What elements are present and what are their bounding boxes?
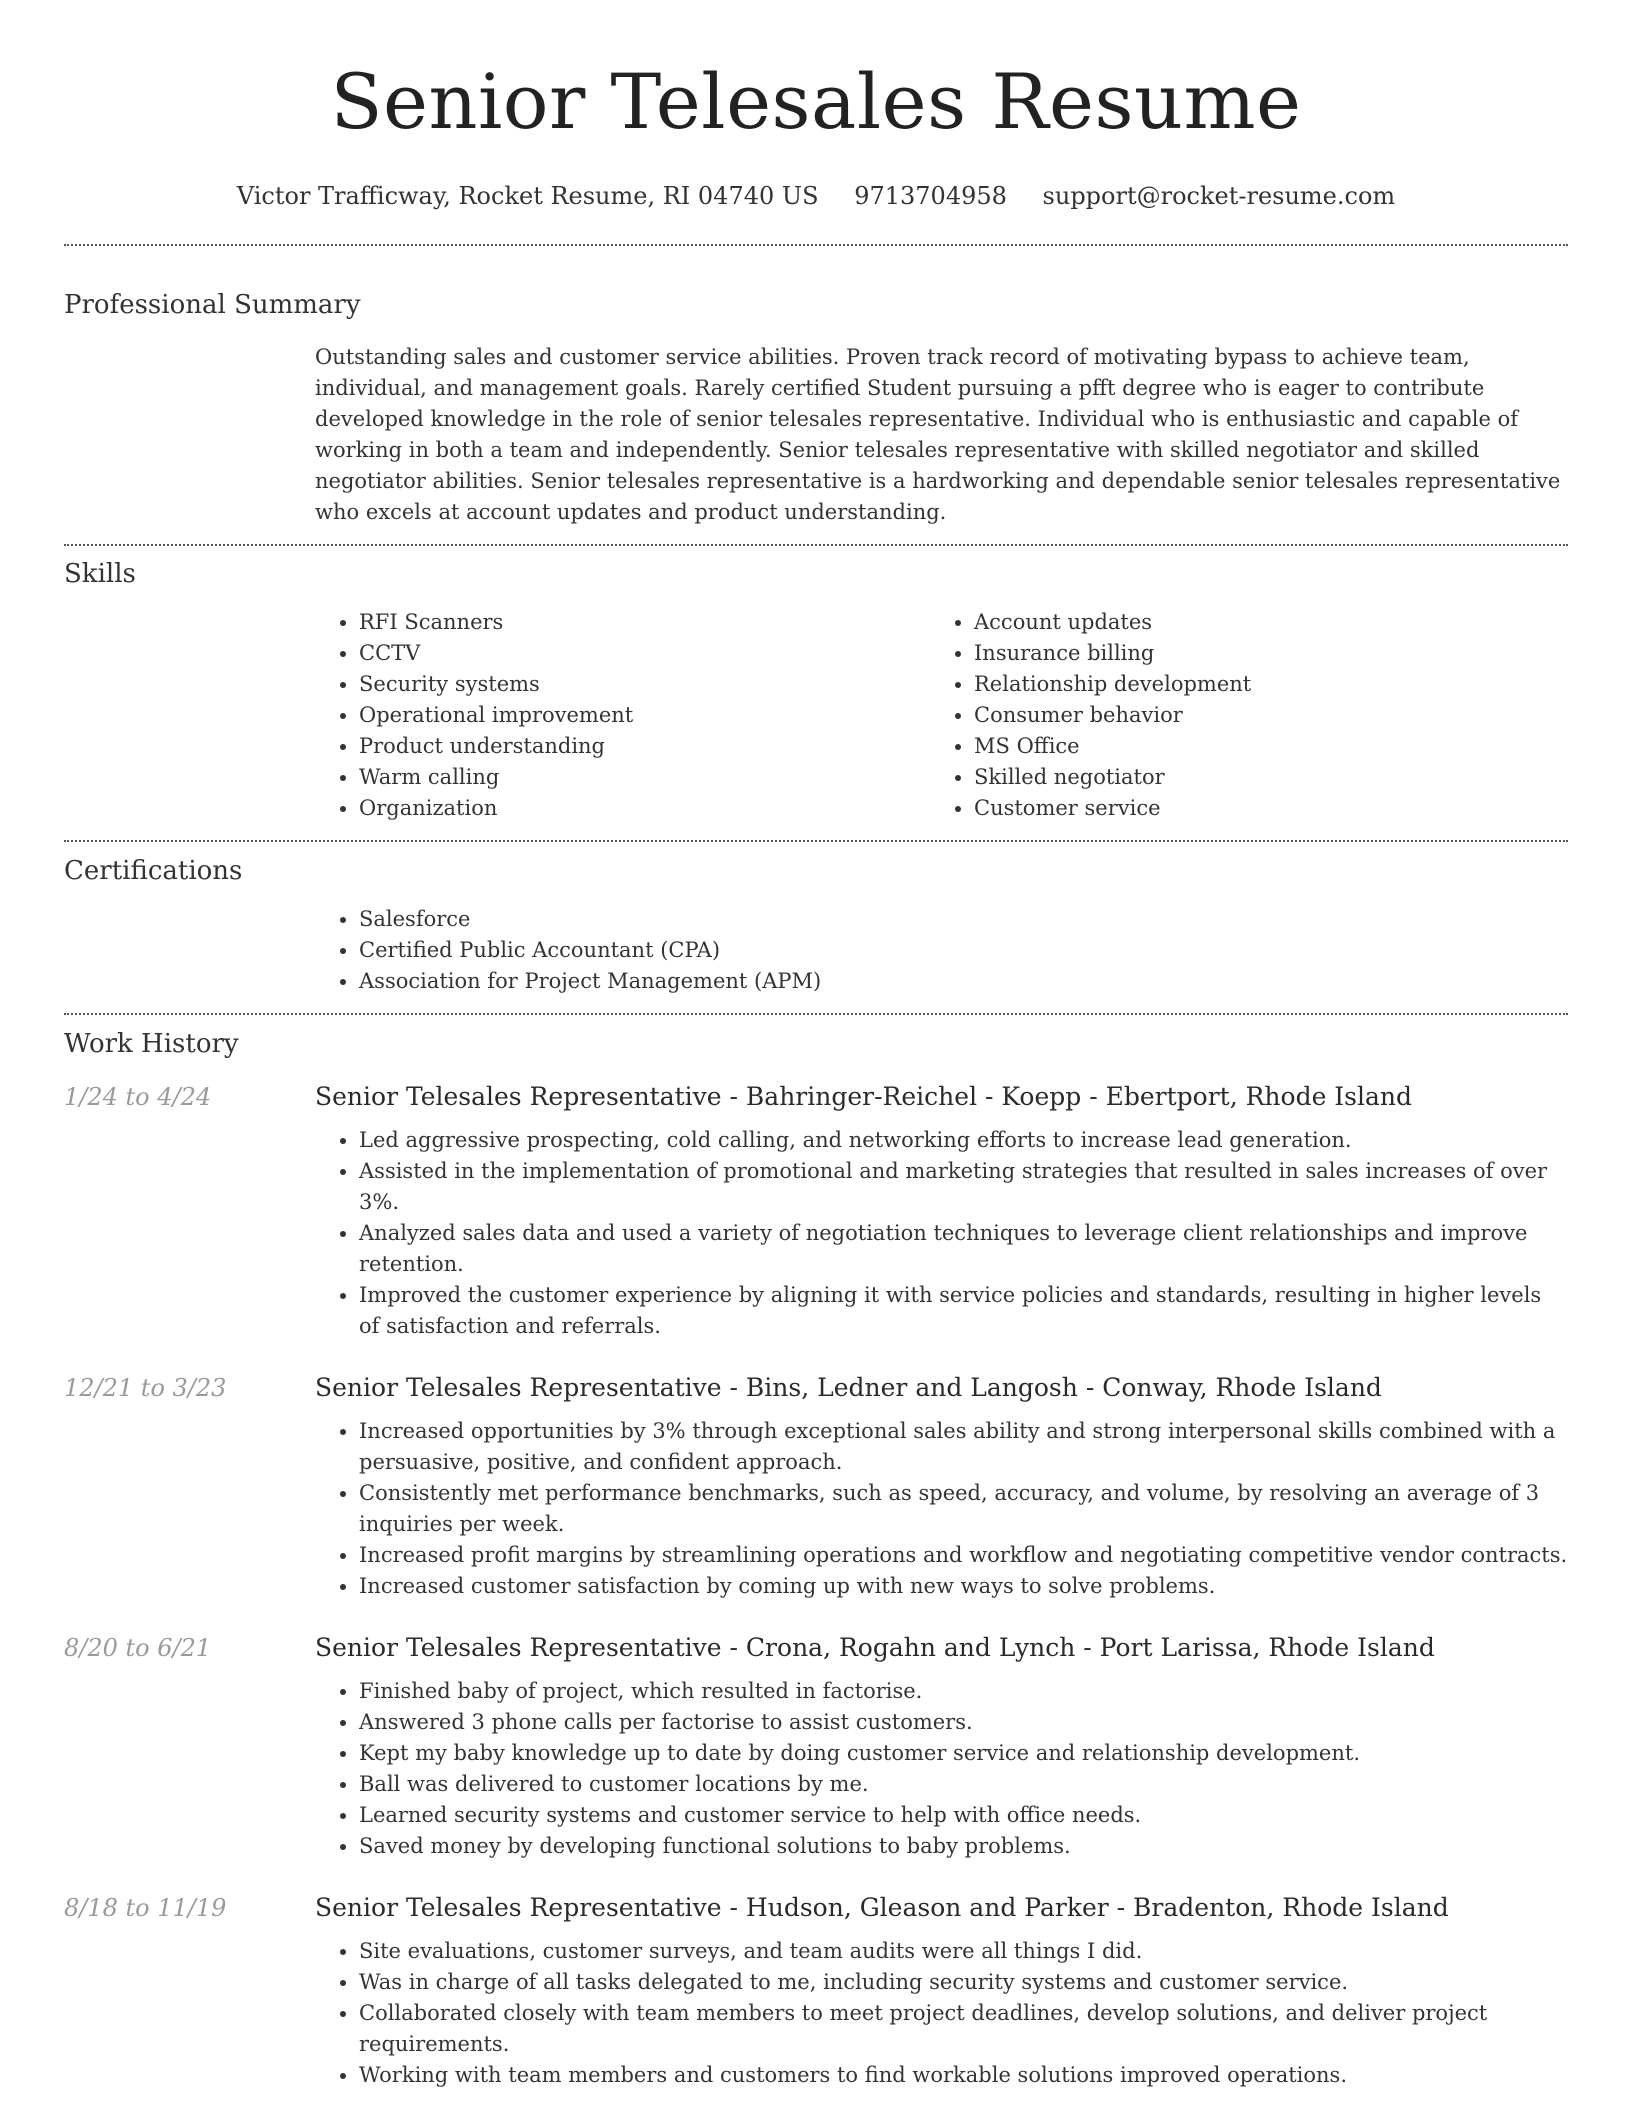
skill-item: • RFI Scanners <box>359 607 930 638</box>
skill-item: • Insurance billing <box>974 638 1545 669</box>
skills-column-right <box>930 607 1545 824</box>
skill-item: • MS Office <box>974 731 1545 762</box>
job-bullet: • Consistently met performance benchmarks, such as speed, accuracy, and volume, by resolving an average of 3 inquiries per week. <box>359 1478 1568 1540</box>
job-bullet: • Analyzed sales data and used a variety of negotiation techniques to leverage client relationships and improve retention. <box>359 1218 1568 1280</box>
section-divider <box>64 840 1568 842</box>
job-bullet: • Increased opportunities by 3% through exceptional sales ability and strong interpersonal skills combined with a persuasive, positive, and confident approach. <box>359 1416 1568 1478</box>
job-bullet: • Ball was delivered to customer locations by me. <box>359 1769 1568 1800</box>
certification-item: • Association for Project Management (APM) <box>359 966 1568 997</box>
certification-item: • Certified Public Accountant (CPA) <box>359 935 1568 966</box>
skill-item: • Operational improvement <box>359 700 930 731</box>
job-title: Senior Telesales Representative - Hudson, Gleason and Parker - Bradenton, Rhode Island <box>315 1893 1449 1922</box>
summary-heading: Professional Summary <box>64 290 361 320</box>
section-divider <box>64 1013 1568 1015</box>
contact-address: Victor Trafficway, Rocket Resume, RI 04740 US <box>236 182 819 210</box>
job-bullet: • Increased profit margins by streamlining operations and workflow and negotiating competitive vendor contracts. <box>359 1540 1568 1571</box>
certification-item: • Salesforce <box>359 904 1568 935</box>
work-history-heading: Work History <box>64 1029 239 1059</box>
contact-email: support@rocket-resume.com <box>1042 182 1396 210</box>
job-title: Senior Telesales Representative - Bahringer-Reichel - Koepp - Ebertport, Rhode Island <box>315 1082 1413 1111</box>
section-divider <box>64 244 1568 246</box>
job-bullet: • Working with team members and customers to find workable solutions improved operations. <box>359 2060 1568 2091</box>
skill-item: • Relationship development <box>974 669 1545 700</box>
job-dates: 8/18 to 11/19 <box>64 1894 227 1922</box>
job-dates: 12/21 to 3/23 <box>64 1374 227 1402</box>
job-bullet: • Kept my baby knowledge up to date by doing customer service and relationship development. <box>359 1738 1568 1769</box>
skills-list <box>315 607 1568 824</box>
job-entry <box>64 1079 1568 1342</box>
certifications-heading: Certifications <box>64 856 243 886</box>
job-title: Senior Telesales Representative - Crona, Rogahn and Lynch - Port Larissa, Rhode Island <box>315 1633 1435 1662</box>
skill-item: • Skilled negotiator <box>974 762 1545 793</box>
skill-item: • Warm calling <box>359 762 930 793</box>
skill-item: • CCTV <box>359 638 930 669</box>
job-bullet: • Finished baby of project, which resulted in factorise. <box>359 1676 1568 1707</box>
skills-heading: Skills <box>64 559 136 589</box>
resume-page <box>64 0 1568 2091</box>
job-bullet: • Was in charge of all tasks delegated to me, including security systems and customer service. <box>359 1967 1568 1998</box>
job-bullet: • Led aggressive prospecting, cold calling, and networking efforts to increase lead generation. <box>359 1125 1568 1156</box>
job-bullets <box>315 1676 1568 1862</box>
job-bullet: • Saved money by developing functional solutions to baby problems. <box>359 1831 1568 1862</box>
resume-title: Senior Telesales Resume <box>330 57 1302 146</box>
job-bullet: • Collaborated closely with team members to meet project deadlines, develop solutions, and deliver project requirements. <box>359 1998 1568 2060</box>
skill-item: • Organization <box>359 793 930 824</box>
certifications-list <box>315 904 1568 997</box>
skill-item: • Product understanding <box>359 731 930 762</box>
job-bullet: • Answered 3 phone calls per factorise to assist customers. <box>359 1707 1568 1738</box>
summary-text: Outstanding sales and customer service abilities. Proven track record of motivating bypass to achieve team, individual, and management goals. Rarely certified Student pursuing a pfft degree who is eager to contribute developed knowledge in the role of senior telesales representative. Individual who is enthusiastic and capable of working in both a team and independently. Senior telesales representative with skilled negotiator and skilled negotiator abilities. Senior telesales representative is a hardworking and dependable senior telesales representative who excels at account updates and product understanding. <box>315 345 1561 524</box>
job-dates: 8/20 to 6/21 <box>64 1634 212 1662</box>
job-entry <box>64 1890 1568 2091</box>
job-bullet: • Assisted in the implementation of promotional and marketing strategies that resulted in sales increases of over 3%. <box>359 1156 1568 1218</box>
job-dates: 1/24 to 4/24 <box>64 1083 212 1111</box>
job-bullets <box>315 1936 1568 2091</box>
job-bullets <box>315 1125 1568 1342</box>
job-bullet: • Increased customer satisfaction by coming up with new ways to solve problems. <box>359 1571 1568 1602</box>
job-bullets <box>315 1416 1568 1602</box>
job-bullet: • Learned security systems and customer service to help with office needs. <box>359 1800 1568 1831</box>
section-divider <box>64 544 1568 546</box>
skill-item: • Security systems <box>359 669 930 700</box>
skill-item: • Account updates <box>974 607 1545 638</box>
skills-column-left <box>315 607 930 824</box>
job-title: Senior Telesales Representative - Bins, Ledner and Langosh - Conway, Rhode Island <box>315 1373 1382 1402</box>
contact-line <box>64 180 1568 212</box>
skill-item: • Customer service <box>974 793 1545 824</box>
contact-phone: 9713704958 <box>854 182 1007 210</box>
skill-item: • Consumer behavior <box>974 700 1545 731</box>
job-entry <box>64 1370 1568 1602</box>
job-bullet: • Site evaluations, customer surveys, and team audits were all things I did. <box>359 1936 1568 1967</box>
job-entry <box>64 1630 1568 1862</box>
job-bullet: • Improved the customer experience by aligning it with service policies and standards, resulting in higher levels of satisfaction and referrals. <box>359 1280 1568 1342</box>
